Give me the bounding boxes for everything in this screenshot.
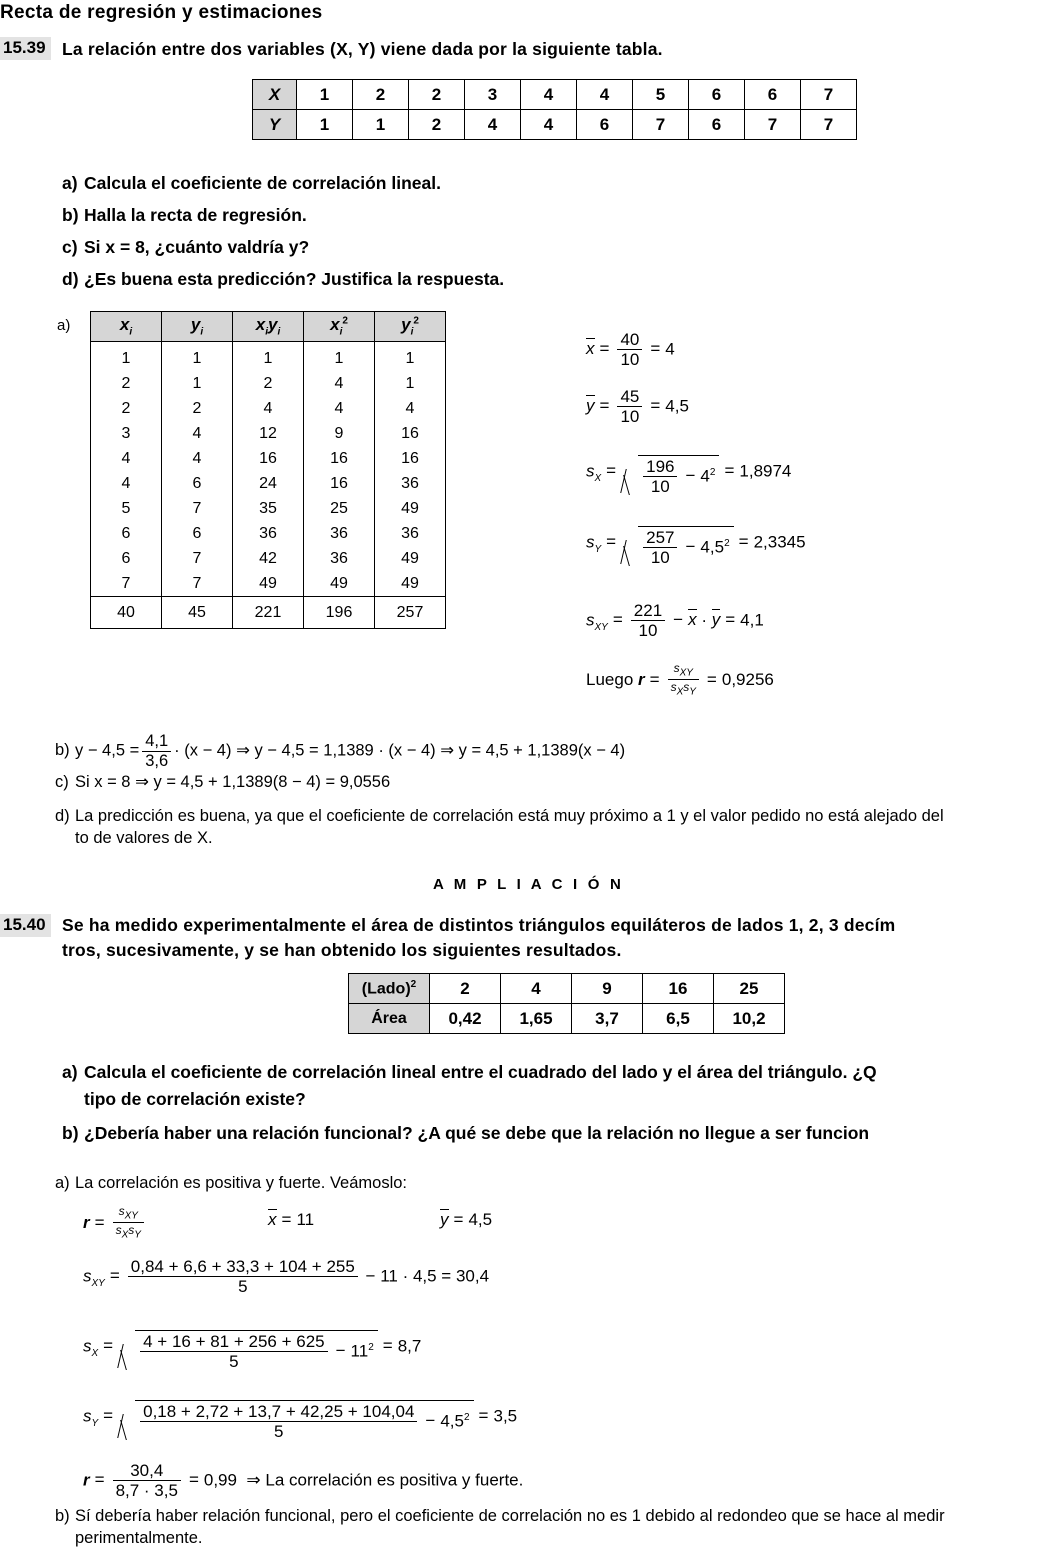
cell: 6 bbox=[91, 546, 162, 571]
r-value-1539: 0,9256 bbox=[721, 669, 774, 689]
cell: 1 bbox=[233, 342, 304, 372]
sy-sub-1540: 4,5 bbox=[440, 1411, 464, 1431]
question-a-line2-1540: tipo de correlación existe? bbox=[84, 1089, 306, 1109]
table-row-lado bbox=[349, 974, 785, 1004]
r-tail-1540: ⇒ La correlación es positiva y fuerte. bbox=[246, 1470, 524, 1490]
sxy-num: 221 bbox=[633, 601, 663, 620]
cell: 2 bbox=[91, 396, 162, 421]
page-title: Recta de regresión y estimaciones bbox=[0, 2, 323, 23]
question-c-text: Si x = 8, ¿cuánto valdría y? bbox=[84, 237, 310, 257]
table-row bbox=[91, 471, 446, 496]
cell-area-1: 1,65 bbox=[501, 1004, 572, 1034]
sums-header-row bbox=[91, 312, 446, 342]
solution-b-part1-right: · (x − 4) bbox=[174, 741, 232, 760]
cell: 1 bbox=[91, 342, 162, 372]
solution-a-1540 bbox=[55, 1172, 407, 1194]
solution-a-label-1539: a) bbox=[57, 317, 71, 334]
sums-header-xi2: $x_i^2$ bbox=[304, 312, 375, 342]
sums-header-xiyi: $x_iy_i$ bbox=[233, 312, 304, 342]
solution-a-intro-1540: La correlación es positiva y fuerte. Veámoslo: bbox=[75, 1174, 408, 1192]
mean-y-value: 4,5 bbox=[665, 396, 689, 416]
cell-area-3: 6,5 bbox=[643, 1004, 714, 1034]
solution-b-label: b) bbox=[55, 741, 70, 760]
table-row bbox=[91, 521, 446, 546]
cell-total: 45 bbox=[162, 597, 233, 629]
question-b-line1-1540: ¿Debería haber una relación funcional? ¿A qué se debe que la relación no llegue a ser funcion bbox=[84, 1123, 870, 1143]
formula-sy: $s_Y$ = $\frac{257}{10}$ − $4,5^2 = 2,3345$ bbox=[586, 528, 806, 567]
cell-x-8: 6 bbox=[745, 80, 801, 110]
cell: 6 bbox=[162, 471, 233, 496]
cell: 49 bbox=[375, 546, 446, 571]
sy-den-1540: 5 bbox=[140, 1421, 417, 1440]
cell: 7 bbox=[91, 571, 162, 597]
cell: 4 bbox=[304, 396, 375, 421]
cell: 1 bbox=[375, 342, 446, 372]
table-row bbox=[91, 546, 446, 571]
cell: 7 bbox=[162, 496, 233, 521]
sy-value-1540: 3,5 bbox=[493, 1406, 518, 1426]
exercise-number-1539: 15.39 bbox=[0, 37, 51, 60]
formula-r-definition-1540: r = $\frac{s_{XY}}{s_Xs_Y}$ bbox=[83, 1205, 147, 1241]
cell-lado-0: 2 bbox=[430, 974, 501, 1004]
cell: 4 bbox=[91, 471, 162, 496]
solution-d-label: d) bbox=[55, 807, 70, 825]
sums-header-yi: $y_i$ bbox=[162, 312, 233, 342]
cell-y-3: 4 bbox=[465, 110, 521, 140]
formula-mean-x: x = $\frac{40}{10}$ = 4 bbox=[586, 330, 675, 369]
sy-sub: 4,5 bbox=[700, 537, 725, 557]
formula-sxy-1540: $s_{XY}$ = $\frac{0,84 + 6,6 + 33,3 + 104 + 255}{5}$ − 11 · 4,5 = 30,4 bbox=[83, 1257, 490, 1296]
sxy-den-1540: 5 bbox=[128, 1276, 358, 1295]
formula-sx: $s_X$ = $\frac{196}{10}$ − $4^2 = 1,8974$ bbox=[586, 457, 792, 496]
solution-c-label: c) bbox=[55, 773, 69, 791]
cell: 4 bbox=[91, 446, 162, 471]
mean-x-value-1540: 11 bbox=[296, 1210, 315, 1229]
r-num-1540: 30,4 bbox=[130, 1461, 164, 1480]
cell-y-2: 2 bbox=[409, 110, 465, 140]
cell-lado-2: 9 bbox=[572, 974, 643, 1004]
cell-x-4: 4 bbox=[521, 80, 577, 110]
xy-data-table bbox=[252, 79, 857, 140]
sy-value: 2,3345 bbox=[753, 532, 806, 552]
sy-num-1540: 0,18 + 2,72 + 13,7 + 42,25 + 104,04 bbox=[143, 1402, 415, 1421]
r-value-1540: 0,99 bbox=[203, 1470, 237, 1490]
table-row bbox=[91, 371, 446, 396]
exercise-statement-1540-line1: Se ha medido experimentalmente el área de distintos triángulos equiláteros de lados 1, 2, 3 decím bbox=[62, 915, 896, 935]
cell: 6 bbox=[162, 521, 233, 546]
question-b-1539 bbox=[62, 203, 307, 228]
solution-b-frac-num: 4,1 bbox=[145, 732, 169, 750]
question-b-label-1540: b) bbox=[62, 1123, 79, 1143]
cell: 35 bbox=[233, 496, 304, 521]
cell-y-8: 7 bbox=[745, 110, 801, 140]
sy-den: 10 bbox=[643, 547, 677, 566]
cell: 25 bbox=[304, 496, 375, 521]
cell: 24 bbox=[233, 471, 304, 496]
cell-x-7: 6 bbox=[689, 80, 745, 110]
table-row bbox=[91, 446, 446, 471]
cell: 4 bbox=[162, 446, 233, 471]
sx-value-1540: 8,7 bbox=[397, 1336, 422, 1356]
sx-den-1540: 5 bbox=[140, 1351, 328, 1370]
cell: 4 bbox=[233, 396, 304, 421]
cell-x-9: 7 bbox=[801, 80, 857, 110]
row-label-y: Y bbox=[253, 110, 297, 140]
cell: 4 bbox=[304, 371, 375, 396]
cell: 49 bbox=[304, 571, 375, 597]
cell: 1 bbox=[375, 371, 446, 396]
question-c-1539 bbox=[62, 235, 309, 260]
formula-sxy: $s_{XY}$ = $\frac{221}{10}$ − x · y = 4,1 bbox=[586, 601, 764, 640]
solution-b-part2: ⇒ y − 4,5 = 1,1389 · (x − 4) ⇒ y = 4,5 + 1,1389(x − 4) bbox=[236, 741, 626, 760]
question-d-1539 bbox=[62, 267, 504, 292]
cell-y-9: 7 bbox=[801, 110, 857, 140]
cell-x-3: 3 bbox=[465, 80, 521, 110]
cell-total: 40 bbox=[91, 597, 162, 629]
solution-b-1539 bbox=[55, 733, 625, 769]
table-row bbox=[91, 496, 446, 521]
cell: 9 bbox=[304, 421, 375, 446]
cell: 4 bbox=[375, 396, 446, 421]
cell: 42 bbox=[233, 546, 304, 571]
cell: 49 bbox=[233, 571, 304, 597]
cell: 1 bbox=[304, 342, 375, 372]
solution-c-1539 bbox=[55, 771, 390, 793]
question-a-label-1540: a) bbox=[62, 1062, 78, 1082]
cell-y-7: 6 bbox=[689, 110, 745, 140]
cell-y-6: 7 bbox=[633, 110, 689, 140]
exercise-number-1540: 15.40 bbox=[0, 914, 51, 937]
sums-header-yi2: $y_i^2$ bbox=[375, 312, 446, 342]
question-a-text: Calcula el coeficiente de correlación lineal. bbox=[84, 173, 441, 193]
cell: 5 bbox=[91, 496, 162, 521]
cell: 36 bbox=[233, 521, 304, 546]
cell: 16 bbox=[304, 471, 375, 496]
luego-label: Luego bbox=[586, 669, 634, 689]
cell: 16 bbox=[375, 446, 446, 471]
formula-r-1539: Luego r = $\frac{s_{XY}}{s_Xs_Y}$ = 0,9256 bbox=[586, 661, 774, 698]
cell: 7 bbox=[162, 546, 233, 571]
cell-area-2: 3,7 bbox=[572, 1004, 643, 1034]
cell: 12 bbox=[233, 421, 304, 446]
cell: 4 bbox=[162, 421, 233, 446]
formula-mean-x-1540: x = 11 bbox=[268, 1210, 315, 1229]
cell-area-4: 10,2 bbox=[714, 1004, 785, 1034]
row-label-x: X bbox=[253, 80, 297, 110]
cell: 7 bbox=[162, 571, 233, 597]
mean-x-num: 40 bbox=[620, 330, 640, 349]
cell-x-2: 2 bbox=[409, 80, 465, 110]
solution-b-label-1540: b) bbox=[55, 1507, 70, 1525]
cell: 49 bbox=[375, 571, 446, 597]
solution-b-frac-den: 3,6 bbox=[142, 751, 171, 770]
sx-den: 10 bbox=[643, 476, 677, 495]
question-b-label: b) bbox=[62, 205, 79, 225]
mean-y-den: 10 bbox=[617, 406, 642, 425]
formula-mean-y: y = $\frac{45}{10}$ = 4,5 bbox=[586, 387, 689, 426]
cell-y-4: 4 bbox=[521, 110, 577, 140]
question-a-1540 bbox=[62, 1060, 877, 1085]
cell: 16 bbox=[233, 446, 304, 471]
ampliacion-heading: A M P L I A C I Ó N bbox=[432, 876, 625, 893]
sx-num: 196 bbox=[646, 457, 675, 476]
r-den-1540: 8,7 · 3,5 bbox=[113, 1480, 181, 1499]
solution-d-line1: La predicción es buena, ya que el coeficiente de correlación está muy próximo a 1 y el valor pedido no está alejado del bbox=[75, 807, 944, 825]
table-row bbox=[91, 571, 446, 597]
question-a-label: a) bbox=[62, 173, 78, 193]
cell: 36 bbox=[304, 546, 375, 571]
sums-header-xi: $x_i$ bbox=[91, 312, 162, 342]
sxy-den: 10 bbox=[631, 620, 665, 639]
sums-table bbox=[90, 311, 446, 629]
cell: 1 bbox=[162, 342, 233, 372]
question-d-text: ¿Es buena esta predicción? Justifica la respuesta. bbox=[84, 269, 505, 289]
mean-x-value: 4 bbox=[665, 339, 675, 359]
cell-y-5: 6 bbox=[577, 110, 633, 140]
solution-b-part1-left: y − 4,5 = bbox=[75, 741, 140, 760]
sx-num-1540: 4 + 16 + 81 + 256 + 625 bbox=[143, 1332, 325, 1351]
sx-value: 1,8974 bbox=[739, 461, 792, 481]
cell: 2 bbox=[162, 396, 233, 421]
question-b-text: Halla la recta de regresión. bbox=[84, 205, 307, 225]
solution-d-1539 bbox=[55, 805, 1057, 849]
solution-d-line2: to de valores de X. bbox=[75, 829, 213, 847]
cell: 16 bbox=[304, 446, 375, 471]
formula-sx-1540: $s_X$ = $\frac{4 + 16 + 81 + 256 + 625}{5}$ − $11^2 = 8,7$ bbox=[83, 1332, 422, 1371]
sxy-value: 4,1 bbox=[740, 610, 764, 630]
sxy-tail-1540: − 11 · 4,5 = 30,4 bbox=[365, 1266, 490, 1286]
cell-x-1: 2 bbox=[353, 80, 409, 110]
table-row-area bbox=[349, 1004, 785, 1034]
solution-a-label-1540: a) bbox=[55, 1174, 70, 1192]
cell-lado-1: 4 bbox=[501, 974, 572, 1004]
cell: 16 bbox=[375, 421, 446, 446]
exercise-statement-1539: La relación entre dos variables (X, Y) viene dada por la siguiente tabla. bbox=[62, 39, 663, 59]
formula-sy-1540: $s_Y$ = $\frac{0,18 + 2,72 + 13,7 + 42,25 + 104,04}{5}$ − $4,5^2 = 3,5$ bbox=[83, 1402, 518, 1441]
table-row-x bbox=[253, 80, 857, 110]
cell: 2 bbox=[233, 371, 304, 396]
sx-sub: 4 bbox=[700, 466, 710, 486]
solution-b-1540 bbox=[55, 1505, 1057, 1549]
lado-area-table bbox=[348, 973, 785, 1034]
cell-area-0: 0,42 bbox=[430, 1004, 501, 1034]
table-row bbox=[91, 396, 446, 421]
solution-b-line2-1540: perimentalmente. bbox=[75, 1529, 203, 1547]
solution-b-line1-1540: Sí debería haber relación funcional, pero el coeficiente de correlación no es 1 debido al redondeo que se hace al medir bbox=[75, 1507, 945, 1525]
cell-y-1: 1 bbox=[353, 110, 409, 140]
cell-x-5: 4 bbox=[577, 80, 633, 110]
mean-y-value-1540: 4,5 bbox=[468, 1210, 493, 1229]
sy-num: 257 bbox=[646, 528, 675, 547]
cell-lado-3: 16 bbox=[643, 974, 714, 1004]
question-a-line1-1540: Calcula el coeficiente de correlación lineal entre el cuadrado del lado y el área del triángulo. ¿Q bbox=[84, 1062, 877, 1082]
table-row-totals bbox=[91, 597, 446, 629]
row-label-area: Área bbox=[349, 1004, 430, 1034]
cell-y-0: 1 bbox=[297, 110, 353, 140]
sxy-num-1540: 0,84 + 6,6 + 33,3 + 104 + 255 bbox=[130, 1257, 355, 1276]
cell: 3 bbox=[91, 421, 162, 446]
question-a-line2-1540-wrap bbox=[84, 1087, 306, 1112]
cell-lado-4: 25 bbox=[714, 974, 785, 1004]
question-a-1539 bbox=[62, 171, 441, 196]
cell: 6 bbox=[91, 521, 162, 546]
formula-mean-y-1540: y = 4,5 bbox=[440, 1210, 493, 1229]
solution-c-text: Si x = 8 ⇒ y = 4,5 + 1,1389(8 − 4) = 9,0556 bbox=[75, 773, 391, 791]
cell: 2 bbox=[91, 371, 162, 396]
question-c-label: c) bbox=[62, 237, 78, 257]
cell: 1 bbox=[162, 371, 233, 396]
formula-r-result-1540: r = $\frac{30,4}{8,7 \cdot 3,5}$ = 0,99 ⇒ La correlación es positiva y fuerte. bbox=[83, 1461, 524, 1500]
question-b-1540 bbox=[62, 1121, 869, 1146]
table-row-y bbox=[253, 110, 857, 140]
question-d-label: d) bbox=[62, 269, 79, 289]
cell: 36 bbox=[375, 471, 446, 496]
row-label-lado: (Lado)$^2$ bbox=[349, 974, 430, 1004]
exercise-statement-1540-line2: tros, sucesivamente, y se han obtenido los siguientes resultados. bbox=[62, 940, 622, 960]
sx-sub-1540: 11 bbox=[350, 1341, 369, 1361]
table-row bbox=[91, 421, 446, 446]
mean-x-den: 10 bbox=[617, 349, 642, 368]
cell-x-0: 1 bbox=[297, 80, 353, 110]
cell: 49 bbox=[375, 496, 446, 521]
cell-total: 257 bbox=[375, 597, 446, 629]
cell: 36 bbox=[304, 521, 375, 546]
cell-x-6: 5 bbox=[633, 80, 689, 110]
cell-total: 221 bbox=[233, 597, 304, 629]
cell: 36 bbox=[375, 521, 446, 546]
table-row bbox=[91, 342, 446, 372]
cell-total: 196 bbox=[304, 597, 375, 629]
mean-y-num: 45 bbox=[620, 387, 640, 406]
